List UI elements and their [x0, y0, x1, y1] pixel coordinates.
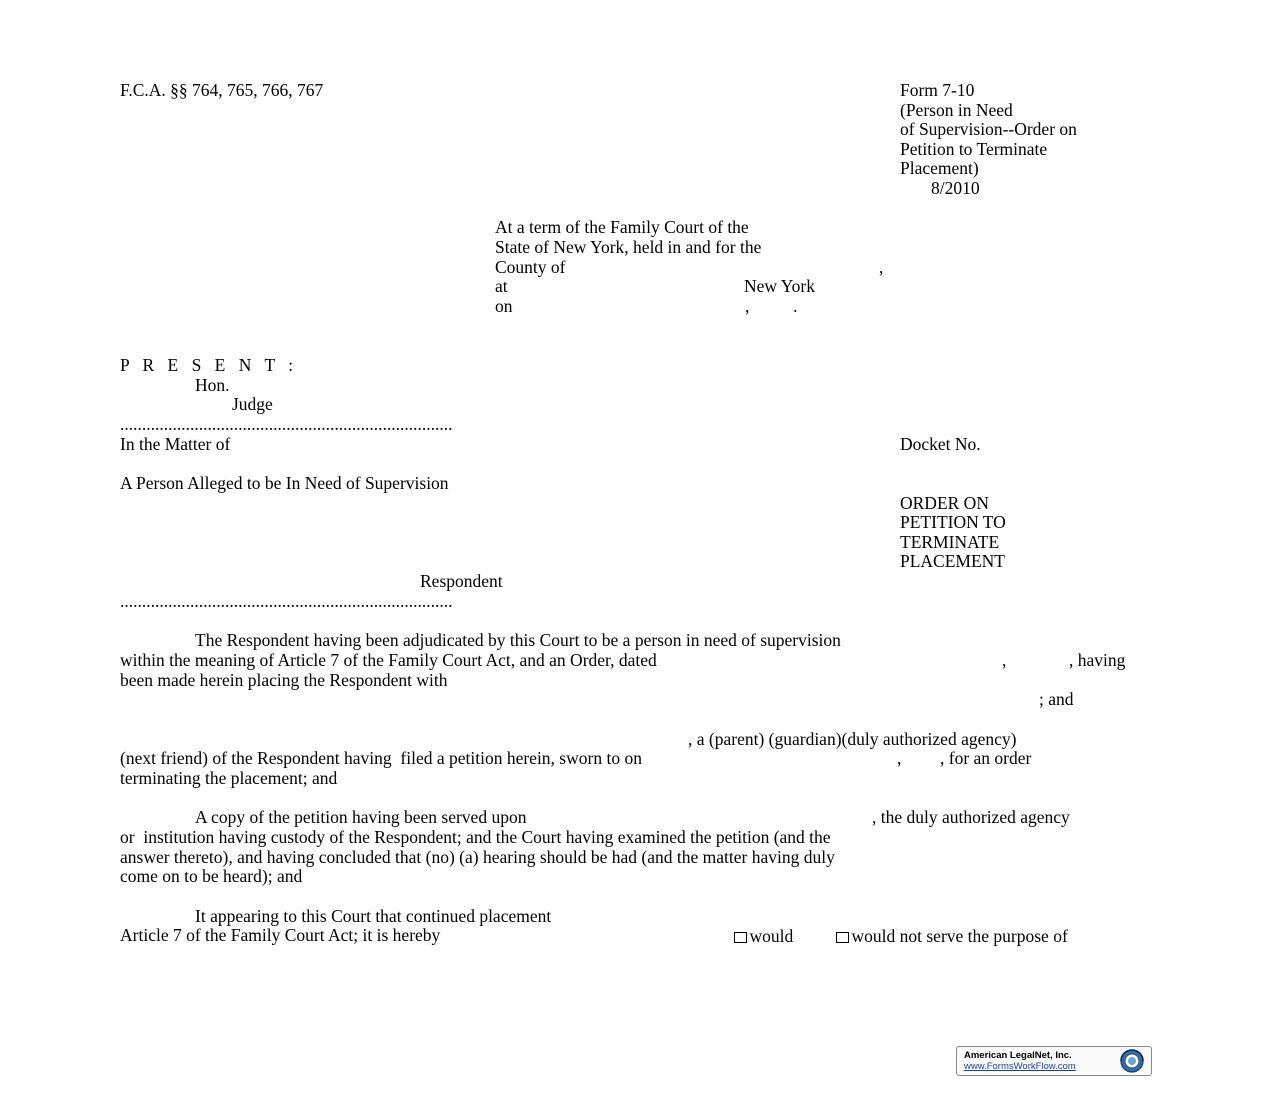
alleged-person-line: A Person Alleged to be In Need of Supervision — [120, 473, 449, 493]
would-not-label: would not serve the purpose of — [851, 925, 1068, 946]
county-label: County of — [495, 257, 566, 277]
option-would-not[interactable] — [818, 907, 1068, 966]
form-date: 8/2010 — [931, 178, 980, 198]
body-text-line: , having — [1069, 650, 1126, 670]
body-text-line: terminating the placement; and — [120, 768, 338, 788]
body-text-line: within the meaning of Article 7 of the Family Court Act, and an Order, dated — [120, 650, 657, 670]
respondent-label: Respondent — [420, 571, 503, 591]
body-text-punct: , — [1002, 650, 1007, 670]
form-description-line: (Person in Need — [900, 100, 1013, 120]
body-text-line: (next friend) of the Respondent having filed a petition herein, sworn to on — [120, 748, 642, 768]
on-label: on — [495, 296, 513, 316]
matter-label: In the Matter of — [120, 434, 231, 454]
globe-logo-icon — [1115, 1048, 1149, 1074]
would-checkbox[interactable] — [734, 932, 747, 943]
body-text-line: ; and — [1039, 689, 1074, 709]
body-text-line: , a (parent) (guardian)(duly authorized agency) — [688, 729, 1017, 749]
form-description-line: Petition to Terminate — [900, 139, 1048, 159]
docket-label: Docket No. — [900, 434, 981, 454]
form-description-line: Placement) — [900, 158, 979, 178]
date-punctuation: , . — [745, 296, 798, 316]
form-description-line: of Supervision--Order on — [900, 119, 1077, 139]
state-name: New York — [744, 276, 815, 296]
order-title: PLACEMENT — [900, 551, 1005, 571]
county-comma: , — [879, 257, 884, 277]
order-title: ORDER ON — [900, 493, 989, 513]
statute-reference: F.C.A. §§ 764, 765, 766, 767 — [120, 80, 324, 100]
body-text-line: answer thereto), and having concluded that (no) (a) hearing should be had (and the matter having duly — [120, 847, 835, 867]
body-text-line: , for an order — [940, 748, 1032, 768]
form-number: Form 7-10 — [900, 80, 975, 100]
would-not-checkbox[interactable] — [836, 932, 849, 943]
publisher-name: American LegalNet, Inc. — [964, 1050, 1072, 1061]
caption-dotted-rule: ............................................................................ — [120, 592, 453, 611]
publisher-link[interactable]: www.FormsWorkFlow.com — [964, 1061, 1076, 1072]
body-text-line: The Respondent having been adjudicated by this Court to be a person in need of supervision — [195, 630, 841, 650]
honorable-label: Hon. — [195, 375, 230, 395]
option-would[interactable] — [716, 907, 793, 966]
would-label: would — [749, 925, 794, 946]
court-term-line: At a term of the Family Court of the — [495, 217, 749, 237]
body-text-line: , the duly authorized agency — [872, 807, 1070, 827]
caption-dotted-rule: ............................................................................ — [120, 415, 453, 434]
body-text-line: Article 7 of the Family Court Act; it is hereby — [120, 925, 441, 945]
court-term-line: State of New York, held in and for the — [495, 237, 762, 257]
publisher-badge[interactable] — [956, 1046, 1152, 1076]
body-text-line: A copy of the petition having been served upon — [195, 807, 527, 827]
body-text-line: come on to be heard); and — [120, 866, 303, 886]
at-label: at — [495, 276, 508, 296]
body-text-punct: , — [897, 748, 902, 768]
judge-label: Judge — [232, 394, 273, 414]
body-text-line: It appearing to this Court that continued placement — [195, 906, 552, 926]
present-label: P R E S E N T : — [120, 355, 298, 375]
order-title: TERMINATE — [900, 532, 1000, 552]
body-text-line: or institution having custody of the Respondent; and the Court having examined the petition (and the — [120, 827, 831, 847]
order-title: PETITION TO — [900, 512, 1006, 532]
body-text-line: been made herein placing the Respondent with — [120, 670, 448, 690]
